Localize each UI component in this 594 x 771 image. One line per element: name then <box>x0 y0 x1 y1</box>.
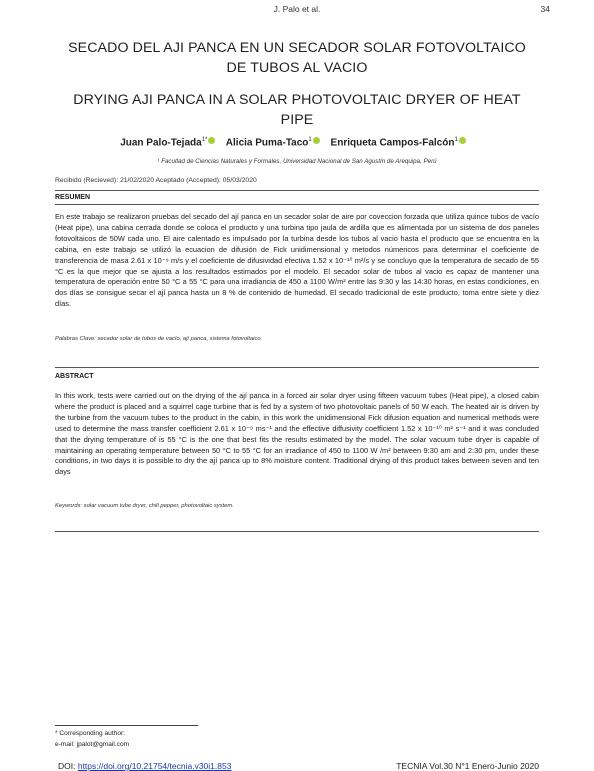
running-head: J. Palo et al. <box>273 4 321 14</box>
resumen-keywords: Palabras Clave: secador solar de tubos de vacío, ají panca, sistema fotovoltaico. <box>55 336 263 342</box>
doi-line <box>58 761 231 771</box>
author-sup: 1 <box>308 137 312 143</box>
footnote-rule <box>55 725 198 726</box>
doi-link[interactable]: https://doi.org/10.21754/tecnia.v30i1.853 <box>77 761 232 771</box>
abstract-keywords: Keywords: solar vacuum tube dryer, chili pepper, photovoltaic system. <box>55 503 234 509</box>
title-spanish-line2: DE TUBOS AL VACIO <box>226 60 368 76</box>
divider <box>55 204 539 205</box>
footnote-email: e-mail: jpalot@gmail.com <box>55 741 130 748</box>
orcid-icon[interactable] <box>208 137 215 144</box>
received-accepted-dates: Recibido (Recieved): 21/02/2020 Aceptado (Accepted): 05/03/2020 <box>55 177 257 184</box>
affiliation: ¹ Facultad de Ciencias Naturales y Formales, Universidad Nacional de San Agustín de Arequipa, Perú <box>157 158 437 165</box>
author-name: Alicia Puma-Taco <box>225 137 309 149</box>
divider <box>55 190 539 191</box>
resumen-text: En este trabajo se realizaron pruebas del secado del ají panca en un secador solar de aire por coveccion forzada que utiliza quince tubos de vacío (Heat pipe), una cabina cerrada donde se coloca el producto y una turbina tipo jaula de ardilla que es alimentada por un sistema de dos paneles fotovoltaicos de 50W cada uno. El aire calentado es impulsado por la turbina desde los tubos al vacio hasta el producto que se encuentra en la cabina, en este trabajo se utilizó la ecuacion de difusión de Fick unidimensional y metodos númericos para determinar el coeficiente de transferencia de masa 2.61 x 10⁻⁹ m/s y el coeficiente de difusividad efectiva 1.52 x 10⁻¹⁰ m²/s y se concluyo que la temperatura de secado de 55 °C es la que mejor que se ajusta a los resultados estimados por el modelo. El secador solar de tubos al vacio es capaz de mantener una temperatura de operación entre 50 °C a 55 °C para una irradiancia de 450 a 1100 W/m² entre las 9:30 y las 14:30 horas, en estas condiciones, en dos días se consigue secar el ají panca hasta un 8 % de contenido de humedad. El secado tradicional de este producto, toma entre siete y diez días. <box>55 212 539 309</box>
divider <box>55 367 539 368</box>
abstract-text: In this work, tests were carried out on the drying of the ají panca in a forced air solar dryer using fifteen vacuum tubes (Heat pipe), a closed cabin where the product is placed and a squirrel cage turbine that is fed by a system of two photovoltaic panels of 50 W each. The heated air is driven by the turbine from the vacuum tubes to the product in the cabin, in this work the unidimensional Fick difusion equation and numerical methods were used to determine the mass transfer coefficient 2.61 x 10⁻⁹ ms⁻¹ and the effective diffusivity coefficient 1.52 x 10⁻¹⁰ m² s⁻¹ and it was concluded that the drying temperature of is 55 °C is the one that best fits the results estimated by the model. The solar vacuum tube dryer is capable of maintaining an operating temperature between 50 °C to 55 °C for an irradiance of 450 to 1100 W /m² between 9:30 am and 2:30 pm, under these conditions, in two days it is possible to dry the ají panca up to 8% moisture content. Traditional drying of this product takes between seven and ten days <box>55 391 539 477</box>
orcid-icon[interactable] <box>313 137 320 144</box>
doi-label: DOI: <box>58 761 78 771</box>
title-spanish-line1: SECADO DEL AJI PANCA EN UN SECADOR SOLAR FOTOVOLTAICO <box>68 40 526 56</box>
author-name: Juan Palo-Tejada <box>120 137 202 149</box>
author-list <box>0 137 594 148</box>
author-sup: 1 <box>454 137 458 143</box>
divider <box>55 531 539 532</box>
title-english-line1: DRYING AJI PANCA IN A SOLAR PHOTOVOLTAIC DRYER OF HEAT <box>73 92 521 108</box>
title-english <box>40 90 554 130</box>
journal-info: TECNIA Vol.30 N°1 Enero-Junio 2020 <box>396 761 539 771</box>
orcid-icon[interactable] <box>459 137 466 144</box>
resumen-heading: RESUMEN <box>55 194 91 201</box>
footnote-corresponding: * Corresponding author: <box>55 730 126 737</box>
author-name: Enriqueta Campos-Falcón <box>330 137 455 149</box>
author-sup: 1* <box>201 137 208 143</box>
page-number: 34 <box>540 4 550 14</box>
title-english-line2: PIPE <box>280 112 314 128</box>
abstract-heading: ABSTRACT <box>55 373 94 380</box>
title-spanish <box>40 38 554 78</box>
